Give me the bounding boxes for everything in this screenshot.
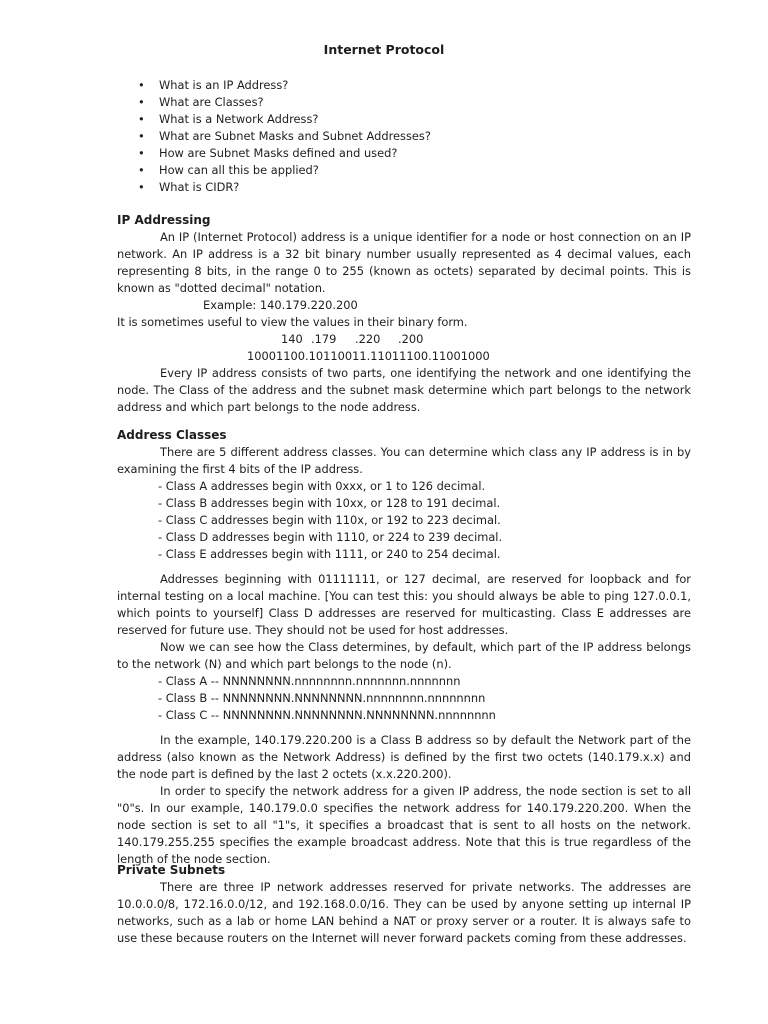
- class-item: - Class C addresses begin with 110x, or 192 to 223 decimal.: [158, 513, 501, 527]
- toc-item: • What is an IP Address?: [138, 77, 431, 94]
- paragraph: There are three IP network addresses reserved for private networks. The addresses are 10.0.0.0/8, 172.16.0.0/12, and 192.168.0.0/16. They can be used by anyone setting up internal IP networks, such as a lab or home LAN behind a NAT or proxy server or a router. It is always safe to use these because routers on the Internet will never forward packets coming from these addresses.: [117, 880, 691, 945]
- class-pattern: - Class A -- NNNNNNNN.nnnnnnnn.nnnnnnn.nnnnnnn: [158, 674, 461, 688]
- paragraph: An IP (Internet Protocol) address is a unique identifier for a node or host connection on an IP network. An IP address is a 32 bit binary number usually represented as 4 decimal values, each representing 8 bits, in the range 0 to 255 (known as octets) separated by decimal points. This is known as "dotted decimal" notation.: [117, 230, 691, 295]
- paragraph: It is sometimes useful to view the values in their binary form.: [117, 315, 468, 329]
- octet: .179: [311, 332, 337, 346]
- toc-item: • What is CIDR?: [138, 179, 431, 196]
- class-item: - Class A addresses begin with 0xxx, or 1 to 126 decimal.: [158, 479, 486, 493]
- paragraph: Every IP address consists of two parts, one identifying the network and one identifying the node. The Class of the address and the subnet mask determine which part belongs to the network address and which part belongs to the node address.: [117, 366, 691, 414]
- octet: .200: [398, 332, 424, 346]
- binary-line: 10001100.10110011.11011100.11001000: [247, 349, 490, 363]
- paragraph: There are 5 different address classes. You can determine which class any IP address is in by examining the first 4 bits of the IP address.: [117, 445, 691, 476]
- toc-item: • How are Subnet Masks defined and used?: [138, 145, 431, 162]
- toc-item: • What are Classes?: [138, 94, 431, 111]
- section-heading: IP Addressing: [117, 213, 211, 227]
- document-title: Internet Protocol: [323, 42, 445, 57]
- octet: 140: [281, 332, 303, 346]
- class-item: - Class B addresses begin with 10xx, or 128 to 191 decimal.: [158, 496, 501, 510]
- paragraph: Addresses beginning with 01111111, or 127 decimal, are reserved for loopback and for internal testing on a local machine. [You can test this: you should always be able to ping 127.0.0.1, which points to yourself] Class D addresses are reserved for multicasting. Class E addresses are reserved for future use. They should not be used for host addresses.: [117, 572, 691, 637]
- paragraph: In the example, 140.179.220.200 is a Class B address so by default the Network part of the address (also known as the Network Address) is defined by the first two octets (140.179.x.x) and the node part is defined by the last 2 octets (x.x.220.200).: [117, 733, 691, 781]
- example-line: Example: 140.179.220.200: [203, 298, 358, 312]
- class-item: - Class E addresses begin with 1111, or 240 to 254 decimal.: [158, 547, 501, 561]
- class-item: - Class D addresses begin with 1110, or 224 to 239 decimal.: [158, 530, 503, 544]
- toc-item: • How can all this be applied?: [138, 162, 431, 179]
- paragraph: Now we can see how the Class determines, by default, which part of the IP address belongs to the network (N) and which part belongs to the node (n).: [117, 640, 691, 671]
- toc-item: • What is a Network Address?: [138, 111, 431, 128]
- paragraph: In order to specify the network address for a given IP address, the node section is set to all "0"s. In our example, 140.179.0.0 specifies the network address for 140.179.220.200. When the node section is set to all "1"s, it specifies a broadcast that is sent to all hosts on the network. 140.179.255.255 specifies the example broadcast address. Note that this is true regardless of the length of the node section.: [117, 784, 691, 866]
- class-pattern: - Class C -- NNNNNNNN.NNNNNNNN.NNNNNNNN.nnnnnnnn: [158, 708, 496, 722]
- section-heading: Address Classes: [117, 428, 227, 442]
- section-ip-addressing: [117, 212, 691, 416]
- toc-list: [138, 77, 431, 196]
- section-address-classes: [117, 427, 691, 868]
- section-private-subnets: [117, 862, 691, 947]
- octet: .220: [355, 332, 381, 346]
- octet-row: [117, 331, 691, 348]
- class-pattern: - Class B -- NNNNNNNN.NNNNNNNN.nnnnnnnn.nnnnnnnn: [158, 691, 486, 705]
- section-heading: Private Subnets: [117, 863, 226, 877]
- toc-item: • What are Subnet Masks and Subnet Addresses?: [138, 128, 431, 145]
